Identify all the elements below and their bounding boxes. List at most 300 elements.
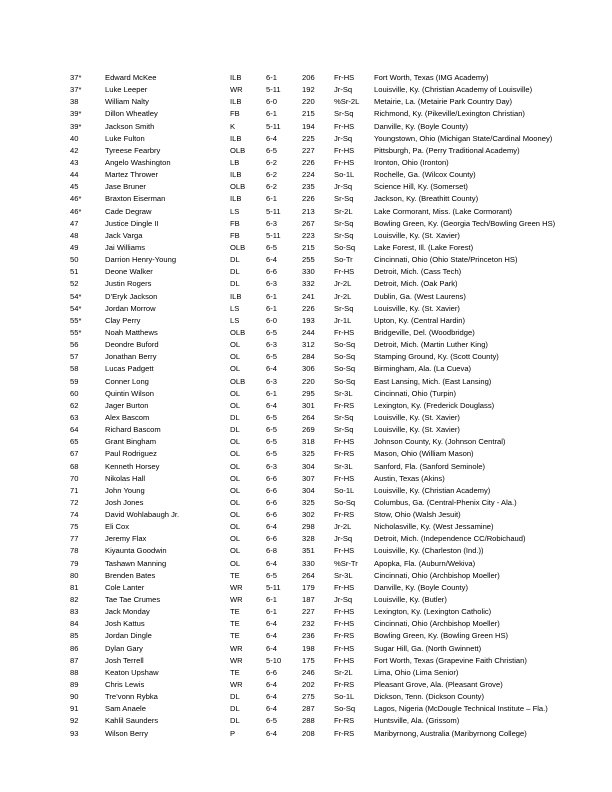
- weight: 288: [302, 716, 315, 726]
- hometown: Rochelle, Ga. (Wilcox County): [374, 170, 476, 180]
- weight: 226: [302, 303, 315, 313]
- jersey-number: 45: [70, 182, 79, 192]
- roster-row: [70, 582, 590, 594]
- height: 6-5: [266, 242, 277, 252]
- jersey-number: 56: [70, 340, 79, 350]
- position: DL: [230, 692, 240, 702]
- class-year: Fr-HS: [334, 267, 355, 277]
- hometown: Stow, Ohio (Walsh Jesuit): [374, 510, 461, 520]
- position: OLB: [230, 376, 246, 386]
- jersey-number: 72: [70, 497, 79, 507]
- weight: 226: [302, 194, 315, 204]
- jersey-number: 59: [70, 376, 79, 386]
- class-year: Fr-HS: [334, 607, 355, 617]
- class-year: Jr-2L: [334, 522, 352, 532]
- player-name: Clay Perry: [105, 315, 141, 325]
- height: 6-4: [266, 704, 277, 714]
- jersey-number: 62: [70, 400, 79, 410]
- class-year: Fr-HS: [334, 619, 355, 629]
- class-year: So-1L: [334, 692, 355, 702]
- weight: 223: [302, 230, 315, 240]
- player-name: Tashawn Manning: [105, 558, 167, 568]
- hometown: Lexington, Ky. (Lexington Catholic): [374, 607, 492, 617]
- jersey-number: 39*: [70, 109, 82, 119]
- hometown: Detroit, Mich. (Independence CC/Robichaud): [374, 534, 526, 544]
- roster-row: [70, 266, 590, 278]
- hometown: Ironton, Ohio (Ironton): [374, 157, 449, 167]
- class-year: %Sr-Tr: [334, 558, 358, 568]
- position: TE: [230, 607, 240, 617]
- hometown: Youngstown, Ohio (Michigan State/Cardinal Mooney): [374, 133, 553, 143]
- position: OL: [230, 485, 241, 495]
- roster-row: [70, 327, 590, 339]
- height: 6-1: [266, 303, 277, 313]
- jersey-number: 93: [70, 728, 79, 738]
- height: 6-2: [266, 170, 277, 180]
- weight: 244: [302, 327, 315, 337]
- roster-row: [70, 448, 590, 460]
- position: DL: [230, 267, 240, 277]
- hometown: Louisville, Ky. (St. Xavier): [374, 412, 460, 422]
- position: OL: [230, 558, 241, 568]
- hometown: Dickson, Tenn. (Dickson County): [374, 692, 485, 702]
- weight: 275: [302, 692, 315, 702]
- weight: 325: [302, 449, 315, 459]
- hometown: Sugar Hill, Ga. (North Gwinnett): [374, 643, 482, 653]
- player-name: Richard Bascom: [105, 425, 161, 435]
- position: OL: [230, 534, 241, 544]
- position: DL: [230, 425, 240, 435]
- roster-row: [70, 473, 590, 485]
- hometown: Richmond, Ky. (Pikeville/Lexington Christian): [374, 109, 525, 119]
- roster-row: [70, 230, 590, 242]
- jersey-number: 80: [70, 570, 79, 580]
- roster-row: [70, 715, 590, 727]
- position: ILB: [230, 133, 242, 143]
- hometown: Metairie, La. (Metairie Park Country Day): [374, 97, 512, 107]
- jersey-number: 60: [70, 388, 79, 398]
- player-name: Dylan Gary: [105, 643, 143, 653]
- roster-row: [70, 218, 590, 230]
- height: 6-2: [266, 157, 277, 167]
- weight: 304: [302, 461, 315, 471]
- player-name: Jager Burton: [105, 400, 149, 410]
- weight: 235: [302, 182, 315, 192]
- class-year: Sr-3L: [334, 388, 353, 398]
- position: DL: [230, 716, 240, 726]
- jersey-number: 37*: [70, 73, 82, 82]
- class-year: Sr-Sq: [334, 412, 354, 422]
- roster-row: [70, 630, 590, 642]
- weight: 208: [302, 728, 315, 738]
- class-year: Sr-Sq: [334, 194, 354, 204]
- player-name: Deone Walker: [105, 267, 153, 277]
- player-name: D’Eryk Jackson: [105, 291, 158, 301]
- hometown: Louisville, Ky. (St. Xavier): [374, 303, 460, 313]
- position: ILB: [230, 73, 242, 82]
- position: WR: [230, 582, 243, 592]
- jersey-number: 48: [70, 230, 79, 240]
- position: OL: [230, 400, 241, 410]
- hometown: Johnson County, Ky. (Johnson Central): [374, 437, 506, 447]
- height: 6-1: [266, 109, 277, 119]
- hometown: East Lansing, Mich. (East Lansing): [374, 376, 492, 386]
- class-year: Fr-RS: [334, 631, 355, 641]
- hometown: Huntsville, Ala. (Grissom): [374, 716, 460, 726]
- weight: 325: [302, 497, 315, 507]
- roster-row: [70, 679, 590, 691]
- weight: 179: [302, 582, 315, 592]
- height: 6-5: [266, 412, 277, 422]
- roster-row: [70, 206, 590, 218]
- hometown: Bowling Green, Ky. (Bowling Green HS): [374, 631, 509, 641]
- class-year: So-1L: [334, 170, 355, 180]
- position: DL: [230, 704, 240, 714]
- jersey-number: 37*: [70, 85, 82, 95]
- hometown: Cincinnati, Ohio (Archbishop Moeller): [374, 570, 500, 580]
- class-year: Fr-HS: [334, 145, 355, 155]
- class-year: Fr-HS: [334, 643, 355, 653]
- class-year: So-Sq: [334, 376, 356, 386]
- jersey-number: 40: [70, 133, 79, 143]
- position: FB: [230, 109, 240, 119]
- height: 5-11: [266, 230, 281, 240]
- roster-row: [70, 521, 590, 533]
- player-name: Darrion Henry-Young: [105, 255, 177, 265]
- player-name: Lucas Padgett: [105, 364, 154, 374]
- hometown: Austin, Texas (Akins): [374, 473, 445, 483]
- hometown: Stamping Ground, Ky. (Scott County): [374, 352, 499, 362]
- hometown: Nicholasville, Ky. (West Jessamine): [374, 522, 494, 532]
- class-year: So-Sq: [334, 704, 356, 714]
- class-year: So-Sq: [334, 352, 356, 362]
- jersey-number: 81: [70, 582, 79, 592]
- height: 6-1: [266, 607, 277, 617]
- player-name: Wilson Berry: [105, 728, 149, 738]
- player-name: David Wohlabaugh Jr.: [105, 510, 180, 520]
- hometown: Sanford, Fla. (Sanford Seminole): [374, 461, 486, 471]
- height: 5-11: [266, 85, 281, 95]
- class-year: Jr-Sq: [334, 133, 353, 143]
- class-year: Jr-Sq: [334, 595, 353, 605]
- height: 6-3: [266, 461, 277, 471]
- weight: 194: [302, 121, 315, 131]
- roster-row: [70, 351, 590, 363]
- height: 6-5: [266, 425, 277, 435]
- class-year: Jr-Sq: [334, 534, 353, 544]
- height: 6-6: [266, 510, 277, 520]
- height: 6-4: [266, 680, 277, 690]
- player-name: Jeremy Flax: [105, 534, 147, 544]
- class-year: Fr-RS: [334, 728, 355, 738]
- position: TE: [230, 631, 240, 641]
- hometown: Danville, Ky. (Boyle County): [374, 582, 468, 592]
- weight: 215: [302, 242, 315, 252]
- weight: 264: [302, 412, 315, 422]
- position: LB: [230, 157, 240, 167]
- weight: 227: [302, 607, 315, 617]
- position: OL: [230, 473, 241, 483]
- player-name: Cade Degraw: [105, 206, 152, 216]
- weight: 330: [302, 267, 315, 277]
- weight: 332: [302, 279, 315, 289]
- class-year: Fr-HS: [334, 655, 355, 665]
- weight: 224: [302, 170, 315, 180]
- jersey-number: 63: [70, 412, 79, 422]
- roster-row: [70, 533, 590, 545]
- jersey-number: 68: [70, 461, 79, 471]
- roster-row: [70, 412, 590, 424]
- height: 6-1: [266, 388, 277, 398]
- position: P: [230, 728, 236, 738]
- position: OL: [230, 510, 241, 520]
- jersey-number: 89: [70, 680, 79, 690]
- roster-row: [70, 655, 590, 667]
- position: OL: [230, 340, 241, 350]
- jersey-number: 71: [70, 485, 79, 495]
- player-name: Noah Matthews: [105, 327, 158, 337]
- weight: 255: [302, 255, 315, 265]
- roster-row: [70, 606, 590, 618]
- jersey-number: 79: [70, 558, 79, 568]
- weight: 192: [302, 85, 315, 95]
- roster-row: [70, 436, 590, 448]
- height: 6-0: [266, 315, 277, 325]
- jersey-number: 50: [70, 255, 79, 265]
- roster-row: [70, 461, 590, 473]
- roster-row: [70, 643, 590, 655]
- player-name: Brenden Bates: [105, 570, 156, 580]
- hometown: Danville, Ky. (Boyle County): [374, 121, 468, 131]
- player-name: Luke Leeper: [105, 85, 148, 95]
- weight: 301: [302, 400, 315, 410]
- class-year: Jr-2L: [334, 279, 352, 289]
- weight: 226: [302, 157, 315, 167]
- weight: 215: [302, 109, 315, 119]
- hometown: Cincinnati, Ohio (Archbishop Moeller): [374, 619, 500, 629]
- class-year: Sr-Sq: [334, 230, 354, 240]
- jersey-number: 67: [70, 449, 79, 459]
- height: 6-6: [266, 473, 277, 483]
- weight: 269: [302, 425, 315, 435]
- hometown: Detroit, Mich. (Oak Park): [374, 279, 458, 289]
- height: 6-4: [266, 400, 277, 410]
- roster-row: [70, 667, 590, 679]
- roster-row: [70, 278, 590, 290]
- hometown: Louisville, Ky. (Butler): [374, 595, 447, 605]
- player-name: Kiyaunta Goodwin: [105, 546, 167, 556]
- height: 6-5: [266, 716, 277, 726]
- position: OL: [230, 449, 241, 459]
- hometown: Science Hill, Ky. (Somerset): [374, 182, 468, 192]
- jersey-number: 86: [70, 643, 79, 653]
- roster-row: [70, 558, 590, 570]
- class-year: Fr-RS: [334, 449, 355, 459]
- weight: 302: [302, 510, 315, 520]
- jersey-number: 55*: [70, 315, 82, 325]
- hometown: Pittsburgh, Pa. (Perry Traditional Academy): [374, 145, 520, 155]
- hometown: Birmingham, Ala. (La Cueva): [374, 364, 472, 374]
- height: 6-0: [266, 97, 277, 107]
- roster-row: [70, 108, 590, 120]
- roster-row: [70, 363, 590, 375]
- roster-row: [70, 145, 590, 157]
- player-name: Tre’vonn Rybka: [105, 692, 158, 702]
- hometown: Maribyrnong, Australia (Maribyrnong College): [374, 728, 527, 738]
- jersey-number: 57: [70, 352, 79, 362]
- jersey-number: 55*: [70, 327, 82, 337]
- height: 6-5: [266, 352, 277, 362]
- position: OL: [230, 437, 241, 447]
- position: OL: [230, 546, 241, 556]
- position: ILB: [230, 97, 242, 107]
- position: K: [230, 121, 236, 131]
- class-year: Fr-RS: [334, 680, 355, 690]
- roster-row: [70, 303, 590, 315]
- class-year: Jr-2L: [334, 291, 352, 301]
- hometown: Detroit, Mich. (Martin Luther King): [374, 340, 488, 350]
- hometown: Louisville, Ky. (St. Xavier): [374, 230, 460, 240]
- roster-row: [70, 376, 590, 388]
- class-year: So-1L: [334, 485, 355, 495]
- weight: 267: [302, 218, 315, 228]
- class-year: Fr-HS: [334, 121, 355, 131]
- hometown: Louisville, Ky. (St. Xavier): [374, 425, 460, 435]
- height: 6-3: [266, 279, 277, 289]
- jersey-number: 39*: [70, 121, 82, 131]
- hometown: Bowling Green, Ky. (Georgia Tech/Bowling Green HS): [374, 218, 556, 228]
- class-year: Sr-Sq: [334, 109, 354, 119]
- weight: 264: [302, 570, 315, 580]
- roster-row: [70, 691, 590, 703]
- jersey-number: 82: [70, 595, 79, 605]
- weight: 220: [302, 376, 315, 386]
- jersey-number: 83: [70, 607, 79, 617]
- jersey-number: 54*: [70, 291, 82, 301]
- roster-row: [70, 400, 590, 412]
- jersey-number: 87: [70, 655, 79, 665]
- class-year: Sr-3L: [334, 461, 353, 471]
- weight: 206: [302, 73, 315, 82]
- weight: 312: [302, 340, 315, 350]
- height: 6-4: [266, 364, 277, 374]
- player-name: Jack Monday: [105, 607, 150, 617]
- jersey-number: 88: [70, 667, 79, 677]
- roster-row: [70, 545, 590, 557]
- class-year: So-Sq: [334, 364, 356, 374]
- hometown: Louisville, Ky. (Christian Academy): [374, 485, 491, 495]
- weight: 213: [302, 206, 315, 216]
- roster-row: [70, 618, 590, 630]
- height: 6-4: [266, 133, 277, 143]
- height: 6-5: [266, 449, 277, 459]
- class-year: So-Sq: [334, 497, 356, 507]
- weight: 225: [302, 133, 315, 143]
- roster-row: [70, 339, 590, 351]
- jersey-number: 75: [70, 522, 79, 532]
- position: LS: [230, 315, 240, 325]
- weight: 175: [302, 655, 315, 665]
- position: ILB: [230, 170, 242, 180]
- jersey-number: 77: [70, 534, 79, 544]
- jersey-number: 64: [70, 425, 79, 435]
- height: 6-8: [266, 546, 277, 556]
- height: 6-1: [266, 291, 277, 301]
- height: 6-4: [266, 643, 277, 653]
- hometown: Dublin, Ga. (West Laurens): [374, 291, 466, 301]
- weight: 351: [302, 546, 315, 556]
- position: OLB: [230, 145, 246, 155]
- height: 5-10: [266, 655, 282, 665]
- height: 6-5: [266, 327, 277, 337]
- position: DL: [230, 279, 240, 289]
- class-year: Jr-Sq: [334, 85, 353, 95]
- roster-row: [70, 388, 590, 400]
- jersey-number: 52: [70, 279, 79, 289]
- position: WR: [230, 655, 243, 665]
- weight: 328: [302, 534, 315, 544]
- class-year: Sr-2L: [334, 206, 353, 216]
- weight: 304: [302, 485, 315, 495]
- jersey-number: 54*: [70, 303, 82, 313]
- class-year: So-Sq: [334, 340, 356, 350]
- class-year: Fr-HS: [334, 73, 355, 82]
- class-year: So-Tr: [334, 255, 353, 265]
- roster-row: [70, 570, 590, 582]
- roster-row: [70, 133, 590, 145]
- player-name: Jordan Morrow: [105, 303, 156, 313]
- height: 6-1: [266, 595, 277, 605]
- position: TE: [230, 619, 240, 629]
- position: OLB: [230, 182, 246, 192]
- roster-row: [70, 509, 590, 521]
- position: WR: [230, 643, 243, 653]
- hometown: Apopka, Fla. (Auburn/Wekiva): [374, 558, 476, 568]
- class-year: %Sr-2L: [334, 97, 360, 107]
- roster-row: [70, 315, 590, 327]
- player-name: Kenneth Horsey: [105, 461, 160, 471]
- jersey-number: 92: [70, 716, 79, 726]
- class-year: Fr-HS: [334, 157, 355, 167]
- player-name: Josh Kattus: [105, 619, 145, 629]
- height: 6-5: [266, 145, 277, 155]
- weight: 298: [302, 522, 315, 532]
- roster-row: [70, 594, 590, 606]
- roster-row: [70, 169, 590, 181]
- hometown: Mason, Ohio (William Mason): [374, 449, 474, 459]
- hometown: Louisville, Ky. (Charleston (Ind.)): [374, 546, 484, 556]
- position: ILB: [230, 291, 242, 301]
- height: 6-6: [266, 267, 277, 277]
- position: LS: [230, 303, 240, 313]
- height: 6-1: [266, 194, 277, 204]
- position: DL: [230, 412, 240, 422]
- class-year: Fr-HS: [334, 437, 355, 447]
- jersey-number: 65: [70, 437, 79, 447]
- player-name: Jackson Smith: [105, 121, 155, 131]
- height: 6-6: [266, 534, 277, 544]
- hometown: Detroit, Mich. (Cass Tech): [374, 267, 462, 277]
- height: 6-4: [266, 728, 277, 738]
- weight: 202: [302, 680, 315, 690]
- hometown: Lake Cormorant, Miss. (Lake Cormorant): [374, 206, 512, 216]
- roster-row: [70, 84, 590, 96]
- weight: 193: [302, 315, 315, 325]
- player-name: Quintin Wilson: [105, 388, 154, 398]
- jersey-number: 44: [70, 170, 79, 180]
- roster-row: [70, 485, 590, 497]
- player-name: Justice Dingle II: [105, 218, 159, 228]
